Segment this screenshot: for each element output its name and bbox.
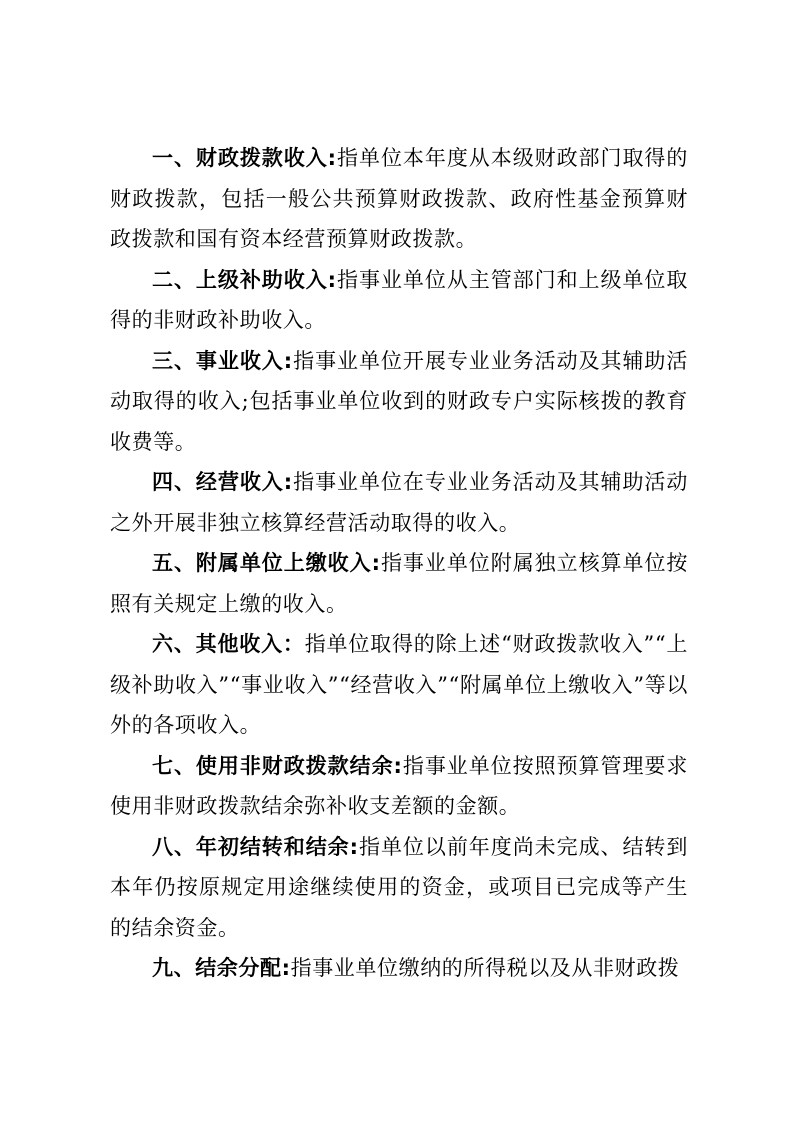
definition-term: 八、年初结转和结余	[152, 834, 350, 859]
definition-text: 指事业单位缴纳的所得税以及从非财政拨	[290, 956, 680, 980]
definition-text: 指事业单位附属独立核算单位按照有关规定上缴的收入。	[110, 551, 689, 616]
definition-text: 指单位取得的除上述“财政拨款收入”“上级补助收入”“事业收入”“经营收入”“附属单位上缴收入”等以外的各项收入。	[110, 632, 689, 737]
definition-text: 指单位本年度从本级财政部门取得的财政拨款，包括一般公共预算财政拨款、政府性基金预算财政拨款和国有资本经营预算财政拨款。	[110, 146, 688, 251]
definition-separator: :	[371, 551, 381, 575]
definition-term: 一、财政拨款收入	[152, 146, 328, 170]
definition-text: 指事业单位开展专业业务活动及其辅助活动取得的收入;包括事业单位收到的财政专户实际核拨的教育收费等。	[110, 348, 688, 454]
definition-term: 六、其他收入	[152, 632, 283, 656]
definition-separator: :	[281, 956, 291, 980]
document-page	[110, 138, 688, 989]
definition-separator: ：	[282, 632, 305, 656]
definition-paragraph-8	[110, 827, 688, 949]
definition-paragraph-6	[110, 624, 688, 746]
definition-paragraph-2	[110, 260, 688, 341]
definition-text: 指事业单位按照预算管理要求使用非财政拨款结余弥补收支差额的金额。	[110, 753, 688, 818]
definition-paragraph-3	[110, 341, 688, 463]
definition-separator: :	[349, 834, 359, 859]
definition-term: 五、附属单位上缴收入	[152, 551, 372, 575]
definition-text: 指事业单位在专业业务活动及其辅助活动之外开展非独立核算经营活动取得的收入。	[110, 470, 688, 535]
definition-text: 指事业单位从主管部门和上级单位取得的非财政补助收入。	[110, 267, 688, 332]
definition-text: 指单位以前年度尚未完成、结转到本年仍按原规定用途继续使用的资金，或项目已完成等产生的结余资金。	[110, 834, 688, 940]
definition-paragraph-9	[110, 948, 688, 989]
definition-separator: :	[283, 470, 293, 494]
definition-separator: :	[283, 348, 293, 373]
definition-term: 九、结余分配	[152, 956, 282, 980]
definition-term: 四、经营收入	[152, 470, 284, 494]
definition-term: 二、上级补助收入	[152, 267, 328, 292]
definition-term: 七、使用非财政拨款结余	[152, 753, 394, 778]
definition-paragraph-1	[110, 138, 688, 260]
definition-term: 三、事业收入	[152, 348, 284, 373]
definition-paragraph-7	[110, 746, 688, 827]
definition-separator: :	[327, 146, 337, 170]
definition-paragraph-4	[110, 462, 688, 543]
definition-paragraph-5	[110, 543, 688, 624]
definition-separator: :	[327, 267, 337, 292]
definition-separator: :	[393, 753, 403, 778]
